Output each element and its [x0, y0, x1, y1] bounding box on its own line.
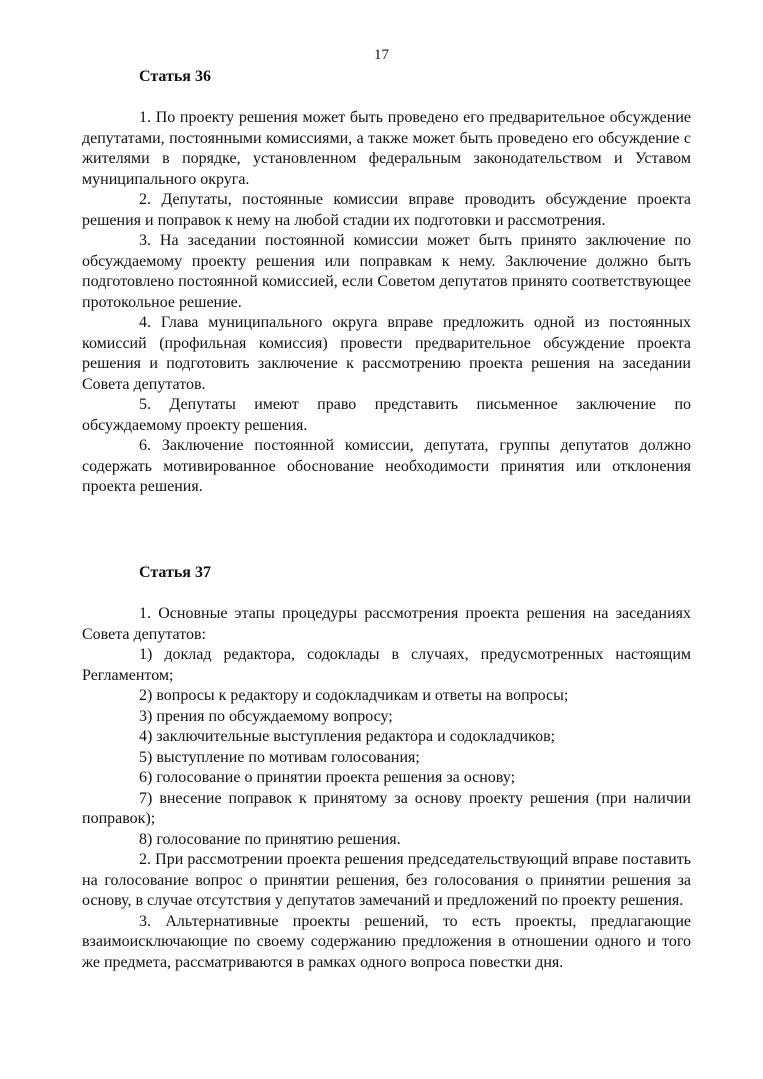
article-paragraph: 3. Альтернативные проекты решений, то есть проекты, предлагающие взаимоисключающие по своему содержанию предложения в отношении одного и того же предмета, рассматриваются в рамках одного вопроса повестки дня. — [82, 912, 691, 971]
article-paragraph: 4. Глава муниципального округа вправе предложить одной из постоянных комиссий (профильная комиссия) провести предварительное обсуждение проекта решения и подготовить заключение к рассмотрению проекта решения на заседании Совета депутатов. — [82, 314, 691, 393]
article-heading: Статья 36 — [139, 68, 211, 85]
list-item: 8) голосование по принятию решения. — [139, 830, 401, 848]
page-number: 17 — [374, 47, 389, 63]
article-paragraph: 1. Основные этапы процедуры рассмотрения проекта решения на заседаниях Совета депутатов: — [82, 605, 691, 643]
article-paragraph: 5. Депутаты имеют право представить письменное заключение по обсуждаемому проекту решения. — [82, 396, 691, 434]
list-item: 6) голосование о принятии проекта решения за основу; — [139, 769, 516, 786]
list-item: 4) заключительные выступления редактора и содокладчиков; — [139, 728, 556, 745]
article-paragraph: 3. На заседании постоянной комиссии может быть принято заключение по обсуждаемому проекту решения или поправкам к нему. Заключение должно быть подготовлено постоянной комиссией, если Советом депутатов принято соответствующее протокольное решение. — [82, 232, 691, 311]
list-item: 1) доклад редактора, содоклады в случаях, предусмотренных настоящим Регламентом; — [82, 646, 691, 684]
article-paragraph: 2. При рассмотрении проекта решения председательствующий вправе поставить на голосование вопрос о принятии решения, без голосования о принятии решения за основу, в случае отсутствия у депутатов замечаний и предложений по проекту решения. — [82, 851, 691, 909]
list-item: 3) прения по обсуждаемому вопросу; — [139, 707, 393, 725]
article-37 — [82, 563, 691, 973]
list-item: 5) выступление по мотивам голосования; — [139, 748, 420, 766]
article-paragraph: 1. По проекту решения может быть проведено его предварительное обсуждение депутатами, постоянными комиссиями, а также может быть проведено его обсуждение с жителями в порядке, установленном федеральным законодательством и Уставом муниципального округа. — [82, 109, 691, 188]
article-heading: Статья 37 — [139, 564, 211, 581]
article-paragraph: 6. Заключение постоянной комиссии, депутата, группы депутатов должно содержать мотивированное обоснование необходимости принятия или отклонения проекта решения. — [82, 437, 691, 495]
list-item: 7) внесение поправок к принятому за основу проекту решения (при наличии поправок); — [82, 789, 691, 827]
article-paragraph: 2. Депутаты, постоянные комиссии вправе проводить обсуждение проекта решения и поправок к нему на любой стадии их подготовки и рассмотрения. — [82, 191, 691, 229]
article-36 — [82, 67, 691, 498]
list-item: 2) вопросы к редактору и содокладчикам и ответы на вопросы; — [139, 687, 569, 704]
